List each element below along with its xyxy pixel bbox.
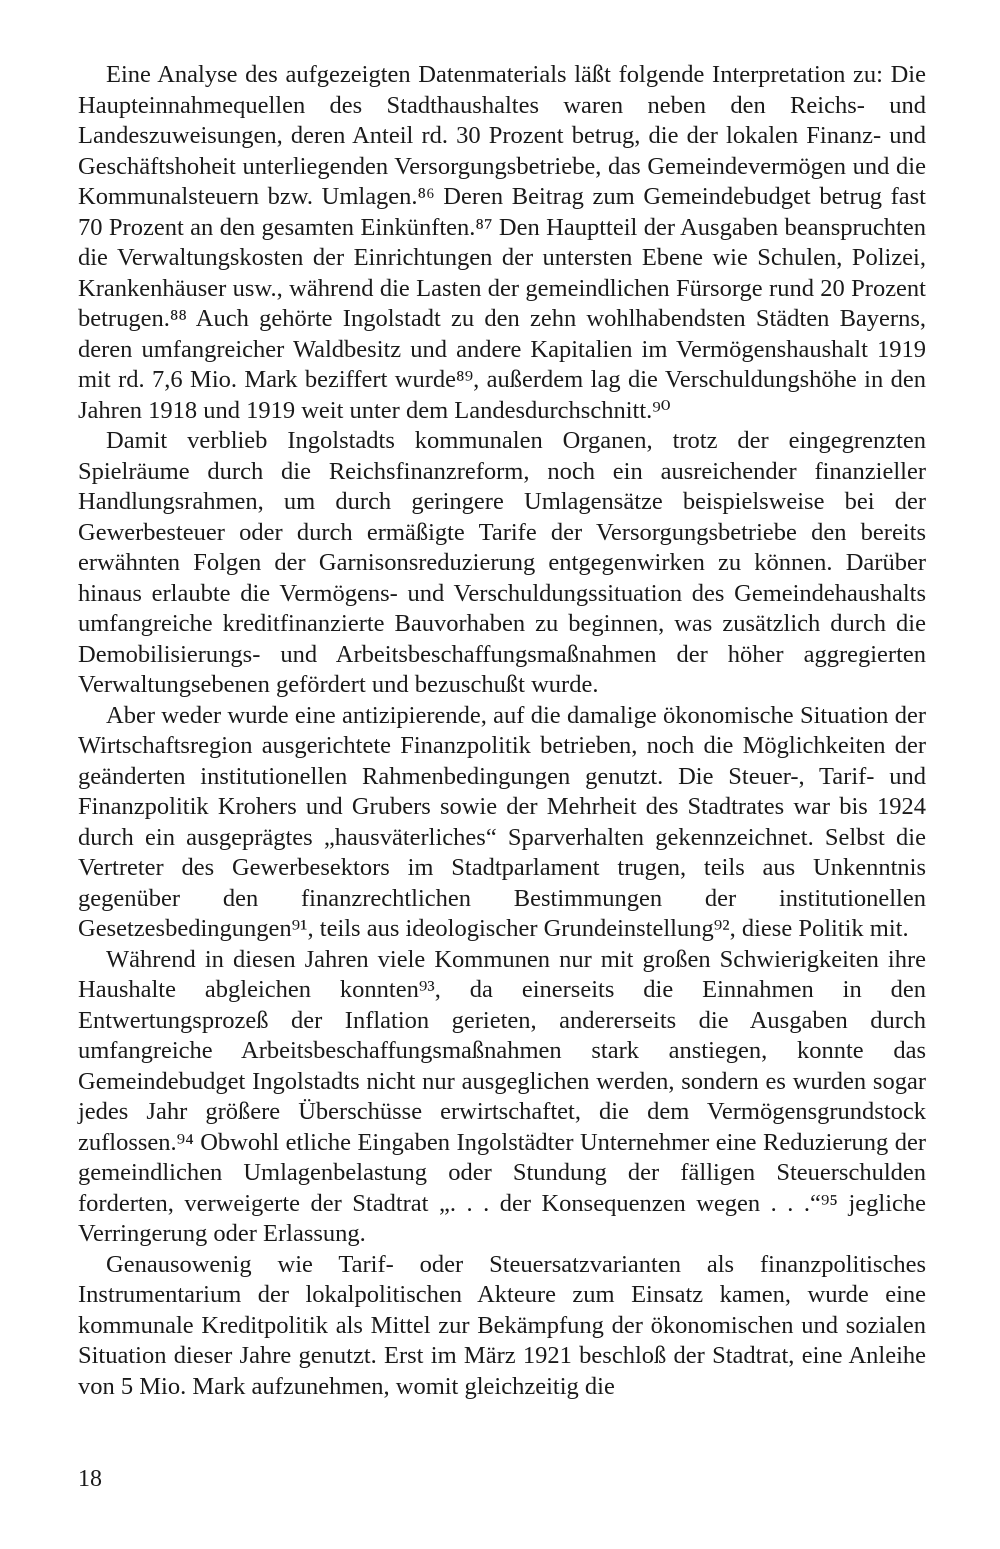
page-number: 18 (78, 1466, 102, 1492)
page-body (78, 60, 926, 1500)
paragraph-2: Damit verblieb Ingolstadts kommunalen Organen, trotz der eingegrenzten Spielräume durch die Reichsfinanzreform, noch ein ausreichender finanzieller Handlungsrahmen, um durch geringere Umlagensätze beispielsweise bei der Gewerbesteuer oder durch ermäßigte Tarife der Versorgungsbetriebe den bereits erwähnten Folgen der Garnisonsreduzierung entgegenwirken zu können. Darüber hinaus erlaubte die Vermögens- und Verschuldungssituation des Gemeindehaushalts umfangreiche kreditfinanzierte Bauvorhaben zu beginnen, was zusätzlich durch die Demobilisierungs- und Arbeitsbeschaffungsmaßnahmen der höher aggregierten Verwaltungsebenen gefördert und bezuschußt wurde. (78, 427, 926, 698)
paragraph-4: Während in diesen Jahren viele Kommunen nur mit großen Schwierigkeiten ihre Haushalte abgleichen konnten⁹³, da einerseits die Einnahmen in den Entwertungsprozeß der Inflation gerieten, andererseits die Ausgaben durch umfangreiche Arbeitsbeschaffungsmaßnahmen stark anstiegen, konnte das Gemeindebudget Ingolstadts nicht nur ausgeglichen werden, sondern es wurden sogar jedes Jahr größere Überschüsse erwirtschaftet, die dem Vermögensgrundstock zuflossen.⁹⁴ Obwohl etliche Eingaben Ingolstädter Unternehmer eine Reduzierung der gemeindlichen Umlagenbelastung oder Stundung der fälligen Steuerschulden forderten, verweigerte der Stadtrat „. . . der Konsequenzen wegen . . .“⁹⁵ jegliche Verringerung oder Erlassung. (78, 945, 926, 1247)
paragraph-5: Genausowenig wie Tarif- oder Steuersatzvarianten als finanzpolitisches Instrumentarium der lokalpolitischen Akteure zum Einsatz kamen, wurde eine kommunale Kreditpolitik als Mittel zur Bekämpfung der ökonomischen und sozialen Situation dieser Jahre genutzt. Erst im März 1921 beschloß der Stadtrat, eine Anleihe von 5 Mio. Mark aufzunehmen, womit gleichzeitig die (78, 1250, 926, 1400)
paragraph-1: Eine Analyse des aufgezeigten Datenmaterials läßt folgende Interpretation zu: Die Haupteinnahmequellen des Stadthaushaltes waren neben den Reichs- und Landeszuweisungen, deren Anteil rd. 30 Prozent betrug, die der lokalen Finanz- und Geschäftshoheit unterliegenden Versorgungsbetriebe, das Gemeindevermögen und die Kommunalsteuern bzw. Umlagen.⁸⁶ Deren Beitrag zum Gemeindebudget betrug fast 70 Prozent an den gesamten Einkünften.⁸⁷ Den Hauptteil der Ausgaben beanspruchten die Verwaltungskosten der Einrichtungen der untersten Ebene wie Schulen, Polizei, Krankenhäuser usw., während die Lasten der gemeindlichen Fürsorge rund 20 Prozent betrugen.⁸⁸ Auch gehörte Ingolstadt zu den zehn wohlhabendsten Städten Bayerns, deren umfangreicher Waldbesitz und andere Kapitalien im Vermögenshaushalt 1919 mit rd. 7,6 Mio. Mark beziffert wurde⁸⁹, außerdem lag die Verschuldungshöhe in den Jahren 1918 und 1919 weit unter dem Landesdurchschnitt.⁹⁰ (78, 61, 926, 424)
paragraph-3: Aber weder wurde eine antizipierende, auf die damalige ökonomische Situation der Wirtschaftsregion ausgerichtete Finanzpolitik betrieben, noch die Möglichkeiten der geänderten institutionellen Rahmenbedingungen genutzt. Die Steuer-, Tarif- und Finanzpolitik Krohers und Grubers sowie der Mehrheit des Stadtrates war bis 1924 durch ein ausgeprägtes „hausväterliches“ Sparverhalten gekennzeichnet. Selbst die Vertreter des Gewerbesektors im Stadtparlament trugen, teils aus Unkenntnis gegenüber den finanzrechtlichen Bestimmungen der institutionellen Gesetzesbedingungen⁹¹, teils aus ideologischer Grundeinstellung⁹², diese Politik mit. (78, 701, 926, 942)
